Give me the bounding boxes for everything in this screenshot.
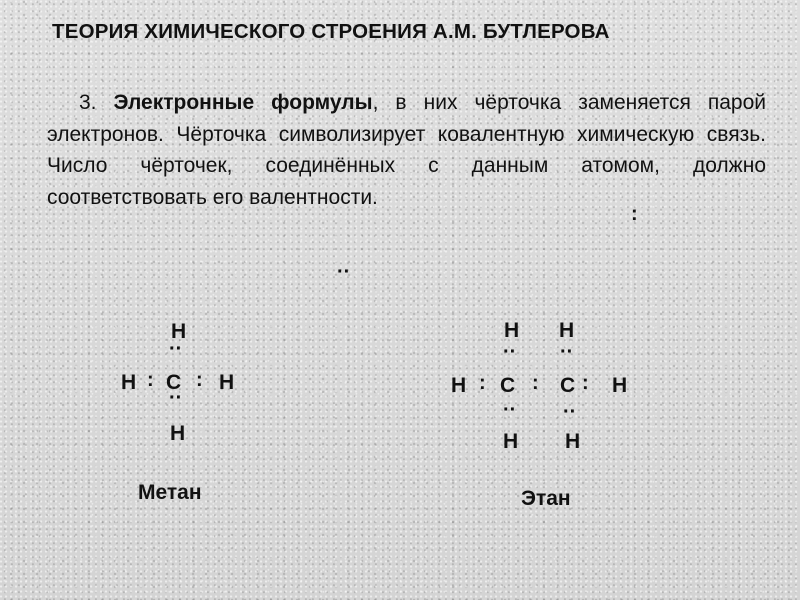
ethane-hydrogen-bottom-1: H: [503, 430, 519, 453]
methane-carbon: C: [166, 371, 182, 394]
ethane-caption: Этан: [521, 487, 571, 510]
methane-hydrogen-right: H: [219, 371, 235, 394]
stray-electron-pair-vertical: :: [631, 203, 638, 225]
point-number: 3.: [79, 91, 97, 114]
ethane-electron-pair-top-1: ··: [503, 341, 517, 363]
ethane-hydrogen-bottom-2: H: [565, 430, 581, 453]
methane-electron-pair-right: :: [196, 369, 203, 391]
ethane-electron-pair-cc: :: [532, 372, 539, 394]
ethane-carbon-1: C: [500, 374, 516, 397]
ethane-hydrogen-left: H: [451, 374, 467, 397]
ethane-electron-pair-bottom-1: ··: [503, 399, 517, 421]
point-term: Электронные формулы: [113, 91, 373, 114]
ethane-carbon-2: C: [560, 374, 576, 397]
ethane-electron-pair-top-2: ··: [560, 341, 574, 363]
ethane-hydrogen-right: H: [612, 374, 628, 397]
theory-point-3: [47, 87, 766, 213]
methane-hydrogen-top: H: [171, 320, 187, 343]
stray-electron-pair-horizontal: ··: [337, 261, 351, 283]
point-description: , в них чёрточка заменяется парой электронов. Чёрточка символизирует ковалентную химическую связь. Число чёрточек, соединённых с данным атомом, должно соответствовать его валентности.: [47, 91, 766, 209]
ethane-electron-pair-bottom-2: ··: [563, 401, 577, 423]
ethane-electron-pair-left: :: [479, 372, 486, 394]
methane-caption: Метан: [138, 481, 202, 504]
methane-hydrogen-left: H: [121, 371, 137, 394]
methane-electron-pair-left: :: [147, 369, 154, 391]
ethane-hydrogen-top-2: H: [559, 319, 575, 342]
methane-electron-pair-top: ··: [169, 338, 183, 360]
slide-title: ТЕОРИЯ ХИМИЧЕСКОГО СТРОЕНИЯ А.М. БУТЛЕРОВА: [52, 20, 610, 43]
methane-hydrogen-bottom: H: [170, 422, 186, 445]
methane-electron-pair-bottom: ··: [169, 387, 183, 409]
ethane-hydrogen-top-1: H: [504, 319, 520, 342]
ethane-electron-pair-right: :: [582, 372, 589, 394]
